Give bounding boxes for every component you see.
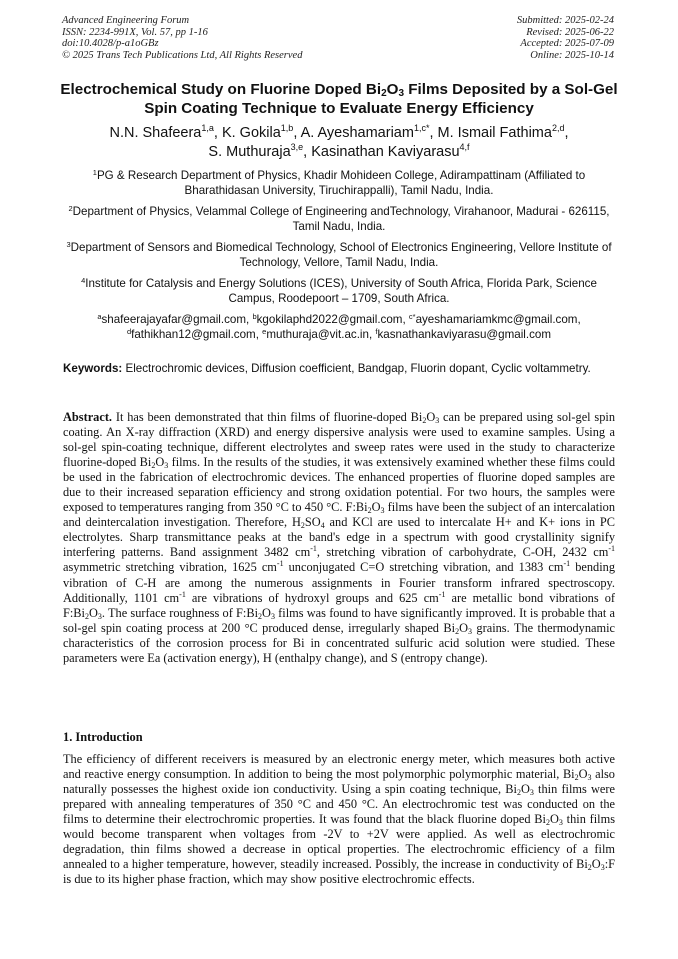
abstract-label: Abstract. (63, 410, 113, 424)
author: S. Muthuraja$^{3,e}$, (208, 142, 312, 160)
email-link[interactable]: ayeshamariamkmc@gmail.com, (415, 313, 581, 326)
author-list (55, 124, 623, 162)
affiliation-4: $^4$Institute for Catalysis and Energy Solutions (ICES), University of South Africa, Florida Park, Science Campus, Roodepoort – 1709, South Africa. (81, 276, 597, 305)
journal-issn: ISSN: 2234-991X, Vol. 57, pp 1-16 (62, 26, 208, 38)
author: Kasinathan Kaviyarasu$^{4,f}$ (311, 142, 470, 160)
email-link[interactable]: shafeerajayafar@gmail.com, (101, 313, 253, 326)
introduction-text: The efficiency of different receivers is measured by an electronic energy meter, which measures both active and reactive energy consumption. In addition to being the most polymorphic polymorphic material, $Bi_2O_3$ also naturally possesses the highest oxide ion conductivity. Using a spin coating technique, $Bi_2O_3$ thin films were prepared with annealing temperatures of 350 °C and 450 °C. An electrochromic test was conducted on the films to determine their electrochromic properties. It was found that the black fluorine doped $Bi_2O_3$ thin films would become transparent when voltages from -2V to +2V were applied. As well as electrochromic degradation, thin films showed a decrease in optical properties. The electrochromic efficiency of a film annealed to a higher temperature, however, steadily increased. Possibly, the increase in conductivity of $Bi_2O_3:F$ is due to its higher phase fraction, which may show positive electrochromic effects. (63, 752, 616, 887)
keywords (63, 361, 615, 376)
title-sub-3: 3 (398, 88, 405, 99)
journal-name: Advanced Engineering Forum (62, 15, 190, 26)
author-emails: $^a$shafeerajayafar@gmail.com, $^b$kgokilaphd2022@gmail.com, $^{c*}$ayeshamariamkmc@gmail.com, $^d$fathikhan12@gmail.com, $^e$muthuraja@vit.ac.in, $^f$kasnathankaviyarasu@gmail.com (97, 312, 581, 341)
email-link[interactable]: muthuraja@vit.ac.in, (266, 328, 376, 341)
affiliations (60, 168, 618, 342)
keywords-label: Keywords: (63, 362, 123, 375)
journal-copyright: © 2025 Trans Tech Publications Ltd, All Rights Reserved (62, 49, 303, 61)
dates-header (517, 15, 614, 61)
online-date: Online: 2025-10-14 (530, 49, 614, 61)
title-sub-2: 2 (381, 88, 387, 99)
title-text-2: O (386, 81, 399, 98)
author: M. Ismail Fathima$^{2,d}$, (437, 123, 569, 141)
abstract: Abstract. It has been demonstrated that thin films of fluorine-doped $Bi_2O_3$ can be prepared using sol-gel spin coating. An X-ray diffraction (XRD) and energy dispersive analysis were used to examine samples. Using a sol-gel spin-coating technique, different electrolytes and sweep rates were used in the study to characterize fluorine-doped $Bi_2O_3$ films. In the results of the studies, it was extensively examined whether these films could be used in the fabrication of electrochromic devices. The enhanced properties of fluorine doped samples are due to their increased separation efficiency and strong oxidation potential. For two hours, the samples were exposed to temperatures ranging from 350 °C to 450 °C. $F:Bi_2O_3$ films have been the subject of an intercalation and deintercalation investigation. Therefore, $H_2SO_4$ and KCl are used to intercalate H+ and K+ ions in PC electrolytes. Sharp transmittance peaks at the band's edge in a spectrum with good crystallinity signify interfering patterns. Band assignment 3482 $cm^{-1}$, stretching vibration of carbohydrate, C-OH, 2432 $cm^{-1}$ asymmetric stretching vibration, 1625 $cm^{-1}$ unconjugated C=O stretching vibration, and 1383 $cm^{-1}$ bending vibration of C-H are among the numerous assignments in Fourier transform infrared spectroscopy. Additionally, 1101 $cm^{-1}$ are vibrations of hydroxyl groups and 625 $cm^{-1}$ are metallic bond vibrations of $F:Bi_2O_3$. The surface roughness of $F:Bi_2O_3$ films was found to have significantly improved. It is probable that a sol-gel spin coating process at 200 °C produced dense, irregularly shaped $Bi_2O_3$ grains. The thermodynamic characteristics of the corrosion process for Bi in concentrated sulfuric acid solution were studied. These parameters were Ea (activation energy), H (enthalpy change), and S (entropy change). (63, 410, 616, 665)
author: K. Gokila$^{1,b}$, (221, 123, 301, 141)
revised-date: Revised: 2025-06-22 (526, 26, 614, 38)
keywords-text: Electrochromic devices, Diffusion coefficient, Bandgap, Fluorin dopant, Cyclic voltammetry. (122, 362, 591, 375)
affiliation-2: $^2$Department of Physics, Velammal College of Engineering andTechnology, Virahanoor, Madurai - 626115, Tamil Nadu, India. (68, 204, 610, 233)
paper-title (60, 81, 618, 118)
title-text-1: Electrochemical Study on Fluorine Doped Bi (60, 81, 382, 98)
affiliation-3: $^3$Department of Sensors and Biomedical Technology, School of Electronics Engineering, Vellore Institute of Technology, Vellore, Tamil Nadu, India. (66, 240, 612, 269)
journal-doi: doi:10.4028/p-a1oGBz (62, 38, 159, 49)
submitted-date: Submitted: 2025-02-24 (516, 15, 614, 26)
affiliation-1: $^1$PG & Research Department of Physics, Khadir Mohideen College, Adirampattinam (Affiliated to Bharathidasan University, Tiruchirappalli), Tamil Nadu, India. (92, 168, 586, 197)
email-link[interactable]: fathikhan12@gmail.com, (131, 328, 263, 341)
accepted-date: Accepted: 2025-07-09 (520, 38, 614, 49)
email-link[interactable]: kasnathankaviyarasu@gmail.com (377, 328, 552, 341)
author: N.N. Shafeera$^{1,a}$, (109, 123, 222, 141)
email-link[interactable]: kgokilaphd2022@gmail.com, (256, 313, 409, 326)
title-text-3: Films Deposited by a Sol-Gel Spin Coating Technique to Evaluate Energy Efficiency (144, 81, 618, 117)
journal-header (62, 15, 302, 61)
section-heading-introduction: 1. Introduction (63, 730, 143, 744)
author: A. Ayeshamariam$^{1,c*}$, (300, 123, 438, 141)
